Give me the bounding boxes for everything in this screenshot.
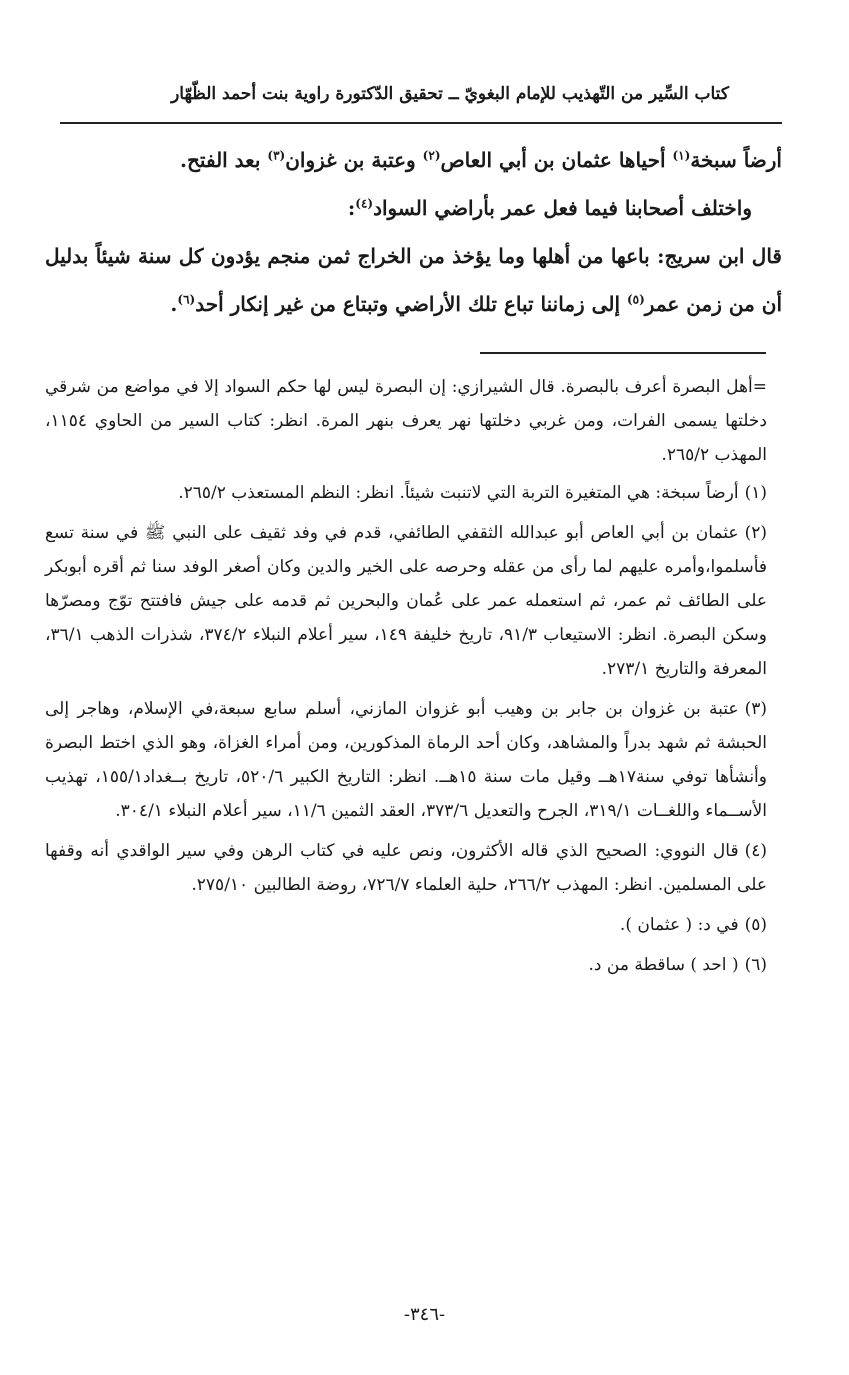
text-segment: . [170, 292, 178, 316]
footnote-number: (٦) [744, 955, 767, 975]
footnote-5 [45, 908, 767, 942]
footnote-text: أرضاً سبخة: هي المتغيرة التربة التي لاتنبت شيئاً. انظر: النظم المستعذب ٢٦٥/٢. [178, 483, 739, 503]
footnote-number: (٢) [744, 523, 767, 543]
footnote-text: في د: ( عثمان ). [619, 915, 739, 935]
text-segment: واختلف أصحابنا فيما فعل عمر بأراضي السواد [373, 196, 752, 220]
footnote-text: ( احد ) ساقطة من د. [588, 955, 739, 975]
footnote-divider [480, 352, 766, 354]
footnote-2 [45, 516, 767, 686]
main-paragraph-3 [45, 232, 782, 328]
footnote-number: (٥) [744, 915, 767, 935]
footnote-ref-3[interactable]: (٣) [267, 148, 286, 163]
page-number: -٣٤٦- [403, 1304, 446, 1325]
footnote-number: (٣) [744, 699, 767, 719]
footnote-text: عتبة بن غزوان بن جابر بن وهيب أبو غزوان المازني، أسلم سابع سبعة،في الإسلام، وهاجر إلى الحبشة ثم شهد بدراً والمشاهد، وكان أحد الرماة المذكورين، ومن أمراء الغزاة، وهو الذي اختط البصرة وأنشأها توفي سنة١٧هــ وقيل مات سنة ١٥هــ. انظر: التاريخ الكبير ٥٢٠/٦، تاريخ بــغداد١٥٥/١، تهذيب الأســماء واللغــات ٣١٩/١، الجرح والتعديل ٣٧٣/٦، العقد الثمين ١١/٦، سير أعلام النبلاء ٣٠٤/١. [45, 699, 767, 821]
header-rule [60, 122, 782, 124]
footnote-4 [45, 834, 767, 902]
text-segment: إلى زماننا تباع تلك الأراضي وتبتاع من غير إنكار أحد [195, 292, 627, 316]
footnote-number: (٤) [744, 841, 767, 861]
text-segment: بعد الفتح. [180, 148, 268, 172]
footnote-ref-4[interactable]: (٤) [355, 196, 374, 211]
footnote-6 [45, 948, 767, 982]
text-segment: أحياها عثمان بن أبي العاص [440, 148, 673, 172]
text-segment: : [347, 196, 356, 220]
footnote-1 [45, 476, 767, 510]
main-paragraph-2 [45, 184, 782, 232]
footnote-text: عثمان بن أبي العاص أبو عبدالله الثقفي الطائفي، قدم في وفد ثقيف على النبي ﷺ في سنة تسع فأسلموا،وأمره عليهم لما رأى من عقله وحرصه على الخير والدين وكان أصغر الوفد سنا ثم أقره أبوبكر على الطائف ثم عمر، ثم استعمله عمر على عُمان والبحرين ثم قدمه على جيش فافتتح توّج ومصرّها وسكن البصرة. انظر: الاستيعاب ٩١/٣، تاريخ خليفة ١٤٩، سير أعلام النبلاء ٣٧٤/٢، شذرات الذهب ٣٦/١، المعرفة والتاريخ ٢٧٣/١. [45, 523, 767, 679]
text-segment: قال ابن سريج: باعها من أهلها وما يؤخذ من الخراج ثمن منجم يؤدون كل سنة شيئاً بدليل أن من زمن عمر [45, 244, 782, 316]
footnote-text: قال النووي: الصحيح الذي قاله الأكثرون، ونص عليه في كتاب الرهن وفي سير الواقدي أنه وقفها على المسلمين. انظر: المهذب ٢٦٦/٢، حلية العلماء ٧٢٦/٧، روضة الطالبين ٢٧٥/١٠. [45, 841, 767, 895]
footnote-number: (١) [744, 483, 767, 503]
footnote-ref-1[interactable]: (١) [672, 148, 691, 163]
footnote-ref-6[interactable]: (٦) [177, 292, 196, 307]
footnote-ref-2[interactable]: (٢) [422, 148, 441, 163]
footnotes [45, 370, 767, 988]
running-header: كتاب السِّير من التّهذيب للإمام البغويّ ــ تحقيق الدّكتورة راوية بنت أحمد الظّهّار [171, 84, 729, 104]
main-paragraph-1 [45, 136, 782, 184]
footnote-ref-5[interactable]: (٥) [626, 292, 645, 307]
text-segment: وعتبة بن غزوان [285, 148, 423, 172]
main-text [45, 136, 782, 328]
footnote-continuation: =أهل البصرة أعرف بالبصرة. قال الشيرازي: إن البصرة ليس لها حكم السواد إلا في مواضع من شرقي دخلتها يسمى الفرات، ومن غربي دخلتها نهر يعرف بنهر المرة. انظر: كتاب السير من الحاوي ١١٥٤، المهذب ٢٦٥/٢. [45, 377, 768, 465]
footnote-3 [45, 692, 767, 828]
text-segment: أرضاً سبخة [690, 148, 782, 172]
